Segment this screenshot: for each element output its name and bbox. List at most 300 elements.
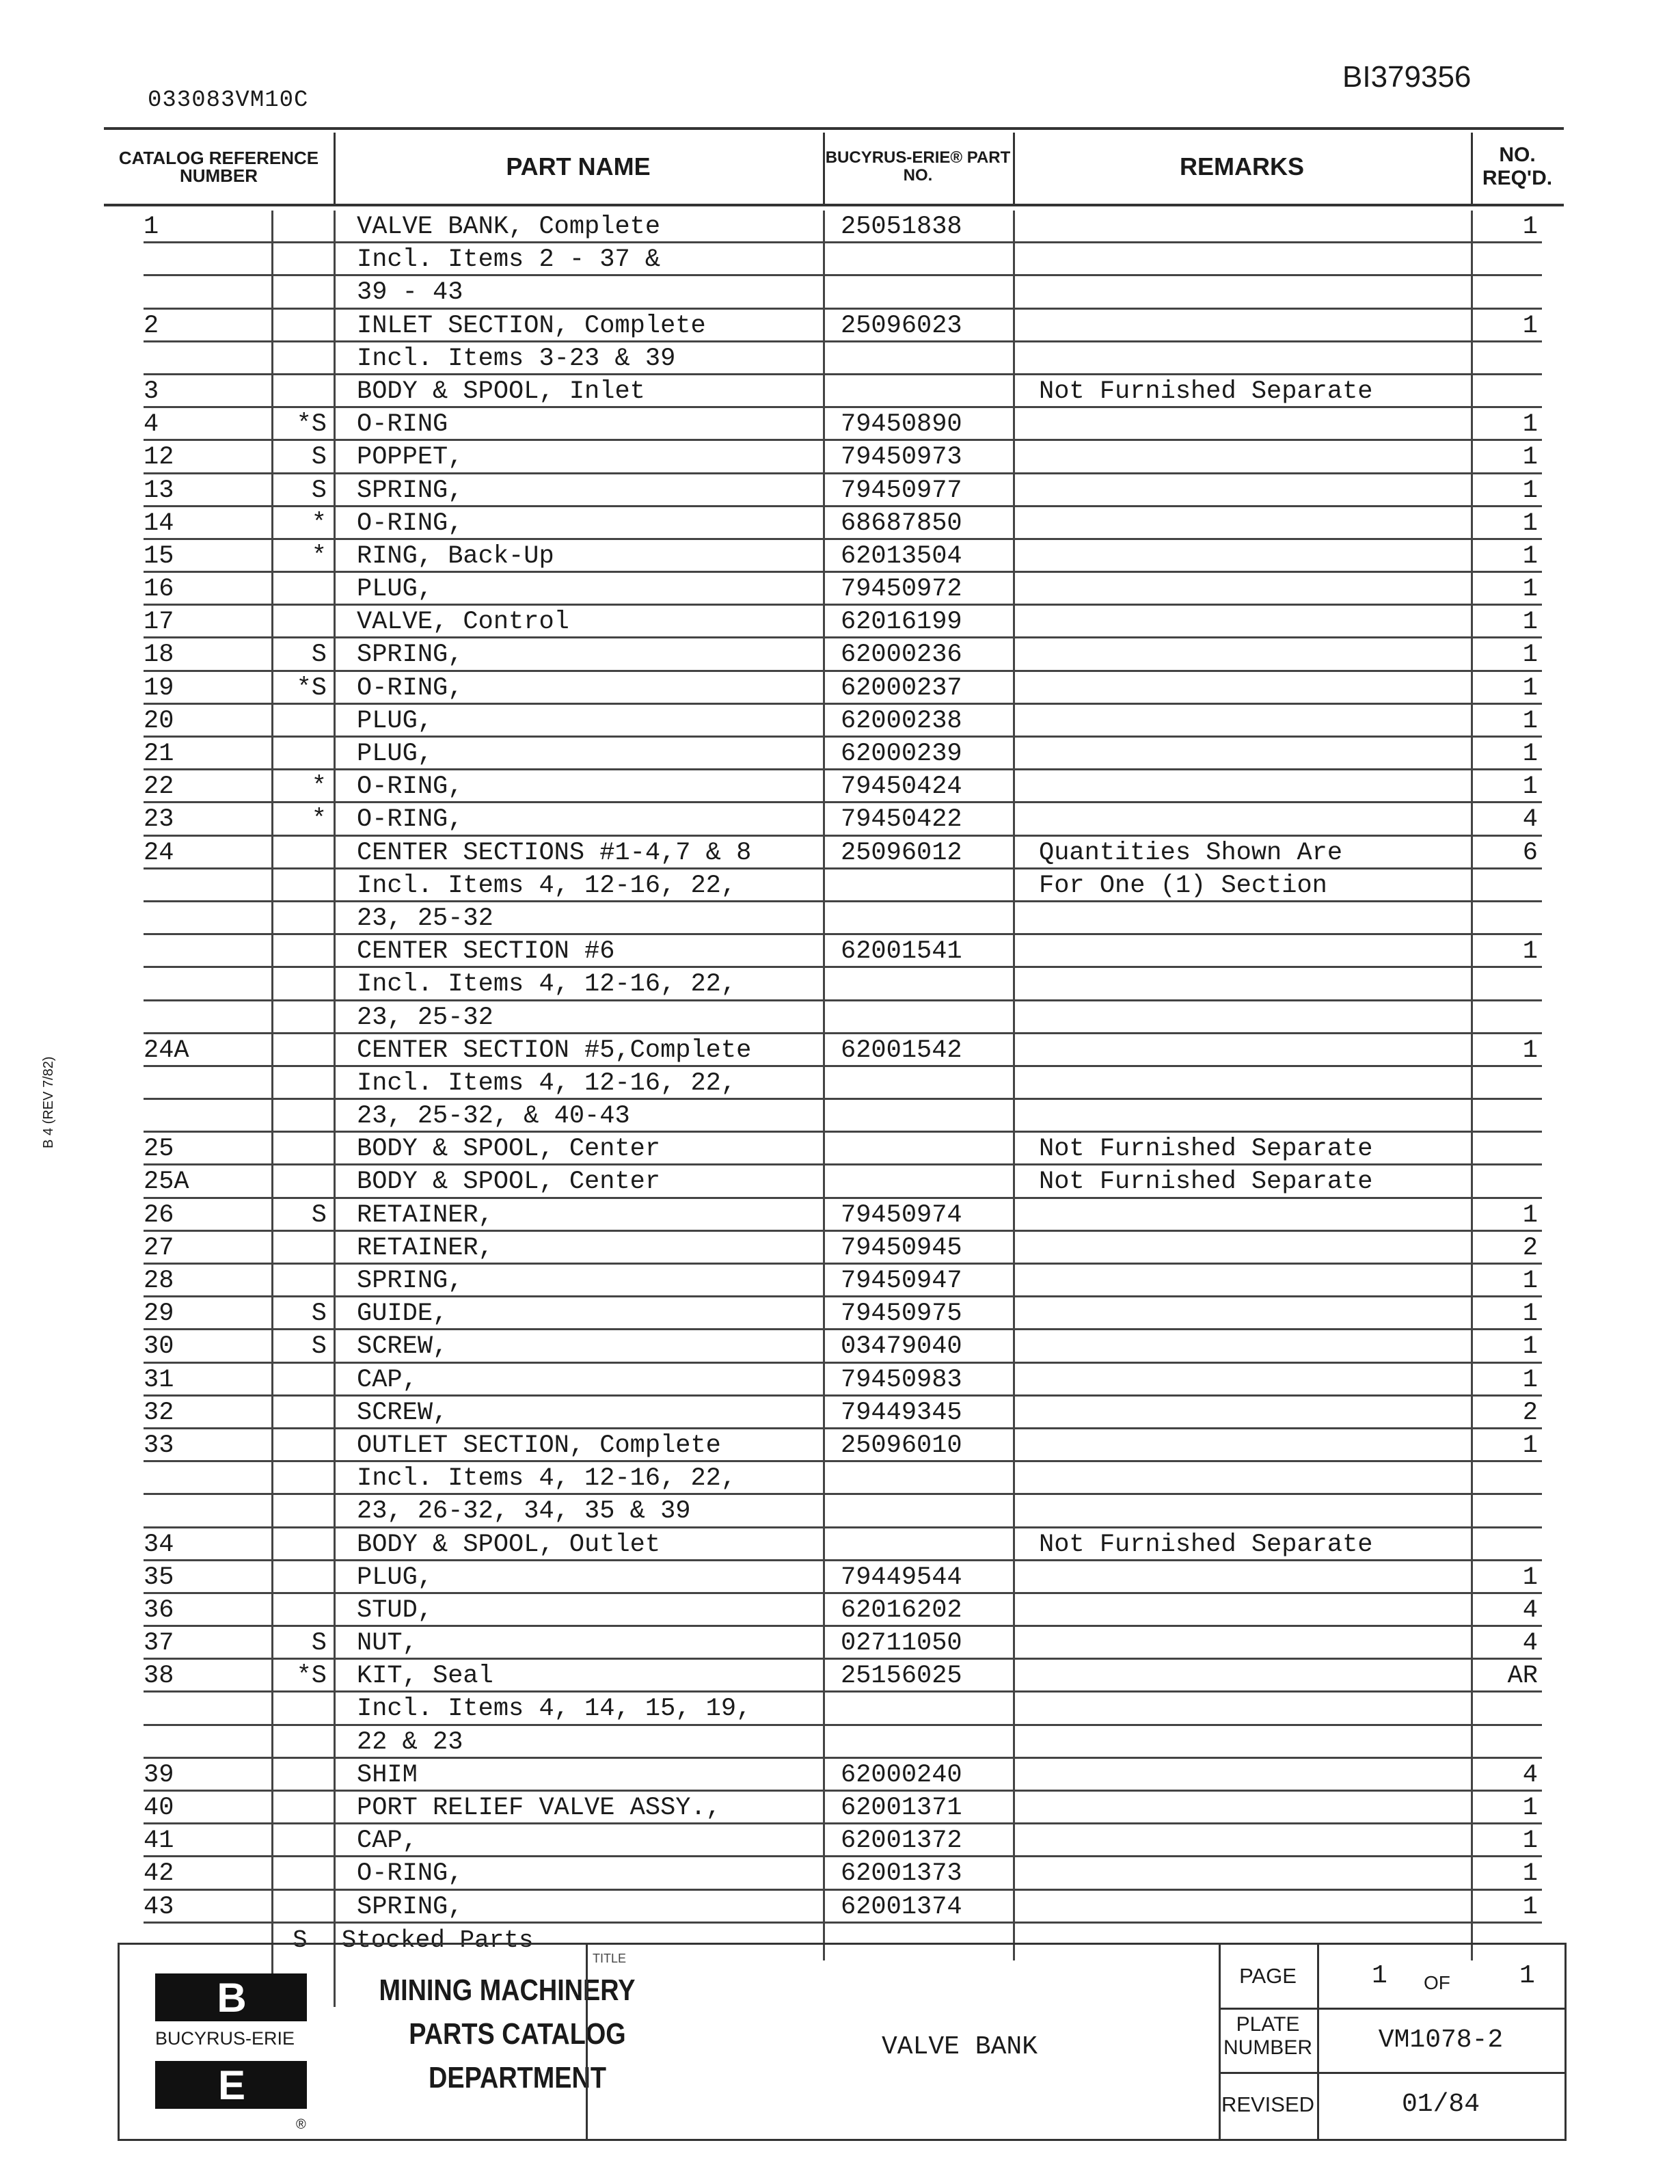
remarks-cell (1039, 705, 1469, 738)
part-name-cell: Incl. Items 4, 12-16, 22, (357, 1068, 737, 1098)
table-row (104, 837, 1564, 869)
qty-cell (1471, 1100, 1538, 1133)
remarks-cell: Not Furnished Separate (1039, 1168, 1373, 1197)
qty-cell: 1 (1522, 1036, 1538, 1065)
part-name-cell: 23, 25-32, & 40-43 (357, 1102, 630, 1131)
table-row (104, 342, 1564, 375)
table-row (104, 1528, 1564, 1561)
catalog-ref-cell: 28 (144, 1267, 174, 1295)
table-row (104, 375, 1564, 408)
qty-cell (1471, 375, 1538, 408)
part-name-cell: SPRING, (357, 476, 463, 505)
side-margin-mark-text: B 4 (REV 7/82) (41, 1056, 56, 1148)
table-row (104, 1495, 1564, 1528)
part-number-cell: 62016202 (841, 1595, 962, 1625)
part-number-cell (841, 342, 1012, 375)
stock-flag-cell (275, 1857, 334, 1890)
qty-cell: 1 (1522, 541, 1538, 571)
remarks-cell (1039, 1001, 1469, 1034)
qty-cell: 1 (1522, 509, 1538, 538)
part-number-cell (841, 1528, 1012, 1561)
part-number-cell: 25156025 (841, 1662, 962, 1691)
part-number-cell: 68687850 (841, 509, 962, 538)
catalog-ref-cell (144, 276, 267, 309)
title-label: TITLE (593, 1952, 627, 1965)
qty-cell: 4 (1522, 805, 1538, 835)
table-row (104, 1824, 1564, 1857)
part-name-cell: STUD, (357, 1595, 433, 1625)
remarks-cell (1039, 1199, 1469, 1232)
qty-cell: 1 (1522, 575, 1538, 604)
table-row (104, 474, 1564, 507)
catalog-ref-cell: 30 (144, 1332, 174, 1362)
qty-cell: 1 (1522, 641, 1538, 670)
part-number-cell: 62001541 (841, 937, 962, 967)
catalog-ref-cell: 39 (144, 1760, 174, 1790)
part-name-cell: 22 & 23 (357, 1727, 463, 1757)
stock-flag-cell: * (311, 541, 327, 571)
part-number-cell: 62000240 (841, 1760, 962, 1790)
qty-cell (1471, 1165, 1538, 1198)
qty-cell (1471, 1726, 1538, 1759)
stock-flag-cell (275, 1364, 334, 1397)
part-number-cell: 79449345 (841, 1398, 962, 1427)
qty-cell (1471, 1001, 1538, 1034)
table-row (104, 1364, 1564, 1397)
catalog-ref-cell: 42 (144, 1859, 174, 1889)
table-row (104, 638, 1564, 671)
part-number-cell: 25051838 (841, 213, 962, 241)
part-name-cell: CAP, (357, 1826, 418, 1856)
table-row (104, 1165, 1564, 1198)
remarks-cell (1039, 243, 1469, 276)
qty-cell (1471, 869, 1538, 902)
part-name-cell: PLUG, (357, 740, 433, 768)
catalog-ref-cell: 31 (144, 1365, 174, 1394)
remarks-cell: For One (1) Section (1039, 871, 1327, 900)
table-row (104, 1330, 1564, 1363)
qty-cell: 4 (1522, 1595, 1538, 1625)
part-number-cell: 62000239 (841, 740, 962, 768)
part-name-cell: Incl. Items 2 - 37 & (357, 245, 661, 275)
qty-cell: 4 (1522, 1629, 1538, 1658)
stock-flag-cell (275, 1726, 334, 1759)
stock-flag-cell (275, 1165, 334, 1198)
catalog-ref-cell: 17 (144, 608, 174, 637)
qty-cell: 1 (1522, 1365, 1538, 1394)
part-name-cell: Incl. Items 4, 12-16, 22, (357, 871, 737, 900)
remarks-cell: Not Furnished Separate (1039, 377, 1373, 406)
stock-flag-cell (275, 1824, 334, 1857)
remarks-cell (1039, 1660, 1469, 1693)
part-number-cell (841, 1165, 1012, 1198)
part-number-cell: 79450973 (841, 443, 962, 472)
stock-flag-cell (275, 869, 334, 902)
part-number-cell: 79450422 (841, 805, 962, 835)
qty-cell: 1 (1522, 1267, 1538, 1295)
part-name-cell: PLUG, (357, 1563, 433, 1592)
table-row (104, 276, 1564, 309)
title-block (118, 1943, 1567, 2141)
part-number-cell: 03479040 (841, 1332, 962, 1362)
table-row (104, 869, 1564, 902)
table-row (104, 573, 1564, 606)
stock-flag-cell (275, 968, 334, 1001)
catalog-ref-cell (144, 1462, 267, 1495)
part-number-cell: 79450977 (841, 476, 962, 505)
stock-flag-cell (275, 243, 334, 276)
part-name-cell: CAP, (357, 1365, 418, 1394)
qty-cell: 1 (1522, 1299, 1538, 1329)
part-number-cell (841, 243, 1012, 276)
stock-flag-cell: *S (296, 410, 327, 440)
part-name-cell: O-RING, (357, 509, 463, 538)
catalog-ref-cell: 41 (144, 1826, 174, 1856)
table-row (104, 243, 1564, 276)
part-number-cell: 79450947 (841, 1267, 962, 1295)
remarks-cell (1039, 573, 1469, 606)
qty-cell: 1 (1522, 772, 1538, 802)
stock-flag-cell: S (311, 1332, 327, 1362)
stock-flag-cell (275, 1232, 334, 1265)
remarks-cell (1039, 1726, 1469, 1759)
part-number-cell: 79450974 (841, 1200, 962, 1230)
qty-cell: 2 (1522, 1398, 1538, 1427)
remarks-cell (1039, 1397, 1469, 1429)
part-name-cell: CENTER SECTIONS #1-4,7 & 8 (357, 838, 752, 867)
catalog-ref-cell (144, 968, 267, 1001)
remarks-cell (1039, 1759, 1469, 1792)
qty-cell (1471, 1133, 1538, 1165)
catalog-ref-cell: 20 (144, 706, 174, 736)
qty-cell (1471, 1462, 1538, 1495)
remarks-cell (1039, 1067, 1469, 1100)
remarks-cell (1039, 1891, 1469, 1924)
stock-flag-cell: S (311, 443, 327, 472)
remarks-cell (1039, 1429, 1469, 1462)
catalog-ref-cell: 36 (144, 1595, 174, 1625)
catalog-ref-cell: 34 (144, 1530, 174, 1559)
remarks-cell (1039, 1627, 1469, 1660)
stock-flag-cell (275, 1034, 334, 1067)
part-name-cell: SCREW, (357, 1398, 448, 1427)
part-name-cell: SPRING, (357, 1892, 463, 1922)
table-row (104, 441, 1564, 474)
catalog-ref-cell: 40 (144, 1794, 174, 1822)
part-number-cell: 62001374 (841, 1892, 962, 1922)
stock-flag-cell (275, 1067, 334, 1100)
table-row (104, 1594, 1564, 1627)
header-part-name: PART NAME (506, 152, 651, 180)
remarks-cell (1039, 1100, 1469, 1133)
part-name-cell: GUIDE, (357, 1299, 448, 1329)
qty-cell: 1 (1522, 1892, 1538, 1922)
table-row (104, 935, 1564, 968)
part-number-cell (841, 1001, 1012, 1034)
part-name-cell: RING, Back-Up (357, 541, 554, 571)
stock-flag-cell (275, 1792, 334, 1824)
qty-cell (1471, 968, 1538, 1001)
part-name-cell: PORT RELIEF VALVE ASSY., (357, 1794, 721, 1822)
table-row (104, 408, 1564, 441)
part-number-cell: 62000236 (841, 641, 962, 670)
catalog-ref-cell: 32 (144, 1398, 174, 1427)
catalog-ref-cell: 25 (144, 1135, 174, 1164)
stock-flag-cell: *S (296, 1662, 327, 1691)
catalog-ref-cell: 2 (144, 311, 159, 340)
stock-flag-cell: S (311, 476, 327, 505)
catalog-ref-cell: 18 (144, 641, 174, 670)
qty-cell: 1 (1522, 1200, 1538, 1230)
part-number-cell (841, 1462, 1012, 1495)
remarks-cell (1039, 1330, 1469, 1363)
part-name-cell: NUT, (357, 1629, 418, 1658)
qty-cell (1471, 1528, 1538, 1561)
remarks-cell (1039, 474, 1469, 507)
table-row (104, 540, 1564, 573)
remarks-cell (1039, 1034, 1469, 1067)
remarks-cell (1039, 1364, 1469, 1397)
qty-cell: 1 (1522, 706, 1538, 736)
part-number-cell: 62001542 (841, 1036, 962, 1065)
table-row (104, 803, 1564, 836)
part-name-cell: SPRING, (357, 1267, 463, 1295)
table-row (104, 211, 1564, 243)
stock-flag-cell (275, 902, 334, 935)
stock-flag-cell (275, 1429, 334, 1462)
part-name-cell: Incl. Items 4, 12-16, 22, (357, 1464, 737, 1494)
logo-e-letter: E (217, 2062, 245, 2108)
remarks-cell (1039, 1824, 1469, 1857)
catalog-ref-cell: 4 (144, 410, 159, 440)
part-number-cell (841, 1100, 1012, 1133)
part-number-cell: 79450983 (841, 1365, 962, 1394)
plate-label-line-2: NUMBER (1223, 2036, 1312, 2059)
part-name-cell: SCREW, (357, 1332, 448, 1362)
catalog-ref-cell (144, 1001, 267, 1034)
qty-cell: 1 (1522, 740, 1538, 768)
table-row (104, 1792, 1564, 1824)
catalog-ref-cell: 25A (144, 1168, 189, 1197)
remarks-cell (1039, 1561, 1469, 1594)
table-row (104, 1265, 1564, 1297)
revised-label: REVISED (1221, 2092, 1315, 2116)
remarks-cell (1039, 1792, 1469, 1824)
plate-number: VM1078-2 (1378, 2025, 1504, 2055)
stock-flag-cell: S (311, 641, 327, 670)
table-row (104, 1397, 1564, 1429)
qty-cell: 1 (1522, 1563, 1538, 1592)
dept-line-3: DEPARTMENT (429, 2061, 606, 2094)
table-row (104, 1232, 1564, 1265)
part-number-cell: 02711050 (841, 1629, 962, 1658)
qty-cell: 1 (1522, 410, 1538, 440)
qty-cell (1471, 243, 1538, 276)
document-id: BI379356 (1342, 60, 1472, 94)
part-number-cell: 62016199 (841, 608, 962, 637)
catalog-ref-cell: 35 (144, 1563, 174, 1592)
dept-line-2: PARTS CATALOG (409, 2017, 626, 2051)
remarks-cell: Quantities Shown Are (1039, 838, 1343, 867)
remarks-cell (1039, 672, 1469, 705)
part-number-cell: 79450972 (841, 575, 962, 604)
legend-text: Stocked Parts (341, 1926, 534, 1954)
part-name-cell: 23, 25-32 (357, 904, 493, 933)
qty-cell: 1 (1522, 213, 1538, 241)
part-name-cell: O-RING (357, 410, 448, 440)
stock-flag-cell (275, 1265, 334, 1297)
stock-flag-cell: S (311, 1200, 327, 1230)
part-number-cell: 62001372 (841, 1826, 962, 1856)
part-name-cell: POPPET, (357, 443, 463, 472)
catalog-ref-cell: 22 (144, 772, 174, 802)
table-row (104, 1001, 1564, 1034)
stock-flag-cell (275, 310, 334, 342)
part-number-cell (841, 1495, 1012, 1528)
part-number-cell (841, 902, 1012, 935)
stock-flag-cell (275, 606, 334, 638)
part-name-cell: Incl. Items 3-23 & 39 (357, 344, 676, 373)
part-name-cell: 23, 26-32, 34, 35 & 39 (357, 1497, 691, 1526)
catalog-ref-cell (144, 1495, 267, 1528)
qty-cell (1471, 1067, 1538, 1100)
qty-cell: 1 (1522, 1859, 1538, 1889)
catalog-ref-cell: 43 (144, 1892, 174, 1922)
qty-cell: 1 (1522, 1332, 1538, 1362)
remarks-cell: Not Furnished Separate (1039, 1530, 1373, 1559)
part-name-cell: SHIM (357, 1760, 418, 1790)
table-row (104, 1297, 1564, 1330)
part-name-cell: 39 - 43 (357, 278, 463, 308)
stock-flag-cell (275, 1561, 334, 1594)
stock-flag-cell (275, 1891, 334, 1924)
part-name-cell: KIT, Seal (357, 1662, 493, 1691)
header-remarks: REMARKS (1179, 152, 1304, 180)
catalog-ref-cell: 37 (144, 1629, 174, 1658)
logo-b-block (155, 1973, 307, 2021)
revised-date: 01/84 (1401, 2090, 1480, 2119)
stock-flag-cell: * (311, 805, 327, 835)
remarks-cell (1039, 276, 1469, 309)
part-name-cell: VALVE BANK, Complete (357, 213, 661, 241)
table-row (104, 1034, 1564, 1067)
part-name-cell: BODY & SPOOL, Outlet (357, 1530, 661, 1559)
stock-flag-cell (275, 1759, 334, 1792)
stock-flag-cell (275, 705, 334, 738)
remarks-cell (1039, 770, 1469, 803)
qty-cell: 1 (1522, 311, 1538, 340)
remarks-cell (1039, 968, 1469, 1001)
part-name-cell: SPRING, (357, 641, 463, 670)
table-row (104, 1759, 1564, 1792)
remarks-cell (1039, 408, 1469, 441)
stock-flag-cell (275, 1495, 334, 1528)
stock-flag-cell (275, 375, 334, 408)
remarks-cell (1039, 540, 1469, 573)
part-name-cell: CENTER SECTION #6 (357, 937, 615, 967)
part-name-cell: BODY & SPOOL, Center (357, 1135, 661, 1164)
part-name-cell: 23, 25-32 (357, 1003, 493, 1032)
table-row (104, 1100, 1564, 1133)
table-row (104, 1133, 1564, 1165)
remarks-cell (1039, 935, 1469, 968)
remarks-cell (1039, 1297, 1469, 1330)
stock-flag-cell: S (311, 1299, 327, 1329)
part-name-cell: INLET SECTION, Complete (357, 311, 706, 340)
remarks-cell (1039, 1693, 1469, 1725)
remarks-cell (1039, 738, 1469, 770)
part-number-cell (841, 1726, 1012, 1759)
remarks-cell: Not Furnished Separate (1039, 1135, 1373, 1164)
remarks-cell (1039, 1265, 1469, 1297)
part-name-cell: RETAINER, (357, 1200, 493, 1230)
part-number-cell: 79450945 (841, 1233, 962, 1263)
catalog-ref-cell (144, 935, 267, 968)
catalog-ref-cell: 16 (144, 575, 174, 604)
catalog-ref-cell: 14 (144, 509, 174, 538)
parts-table (104, 127, 1564, 1924)
remarks-cell (1039, 902, 1469, 935)
table-row (104, 705, 1564, 738)
remarks-cell (1039, 638, 1469, 671)
catalog-ref-cell (144, 342, 267, 375)
remarks-cell (1039, 1232, 1469, 1265)
catalog-ref-cell (144, 1726, 267, 1759)
qty-cell (1471, 342, 1538, 375)
part-number-cell (841, 1067, 1012, 1100)
catalog-ref-cell: 12 (144, 443, 174, 472)
qty-cell (1471, 902, 1538, 935)
qty-cell: 1 (1522, 1826, 1538, 1856)
stock-flag-cell (275, 1397, 334, 1429)
stock-flag-cell (275, 1594, 334, 1627)
dept-line-1: MINING MACHINERY (379, 1973, 636, 2007)
part-number-cell (841, 1693, 1012, 1725)
part-number-cell: 25096010 (841, 1431, 962, 1460)
remarks-cell (1039, 803, 1469, 836)
remarks-cell (1039, 507, 1469, 540)
part-name-cell: O-RING, (357, 1859, 463, 1889)
table-row (104, 507, 1564, 540)
table-row (104, 1561, 1564, 1594)
catalog-ref-cell: 21 (144, 740, 174, 768)
part-number-cell (841, 968, 1012, 1001)
catalog-ref-cell (144, 243, 267, 276)
page-of: OF (1424, 1972, 1450, 1993)
header-part-number: BUCYRUS-ERIE® PART NO. (825, 148, 1011, 185)
stock-flag-cell (275, 1693, 334, 1725)
qty-cell: 2 (1522, 1233, 1538, 1263)
part-number-cell: 62001371 (841, 1794, 962, 1822)
document-code: 033083VM10C (148, 87, 309, 113)
stock-flag-cell (275, 573, 334, 606)
logo-b-letter: B (217, 1974, 245, 2021)
qty-cell: 1 (1522, 608, 1538, 637)
catalog-ref-cell: 27 (144, 1233, 174, 1263)
stock-flag-cell (275, 342, 334, 375)
part-name-cell: BODY & SPOOL, Inlet (357, 377, 645, 406)
brand-name: BUCYRUS-ERIE (155, 2028, 295, 2049)
stock-flag-cell (275, 738, 334, 770)
catalog-ref-cell: 23 (144, 805, 174, 835)
plate-label-line-1: PLATE (1236, 2013, 1300, 2036)
table-row (104, 1726, 1564, 1759)
part-number-cell: 62001373 (841, 1859, 962, 1889)
part-name-cell: O-RING, (357, 805, 463, 835)
table-row (104, 1462, 1564, 1495)
registered-mark: ® (296, 2117, 306, 2132)
part-name-cell: BODY & SPOOL, Center (357, 1168, 661, 1197)
